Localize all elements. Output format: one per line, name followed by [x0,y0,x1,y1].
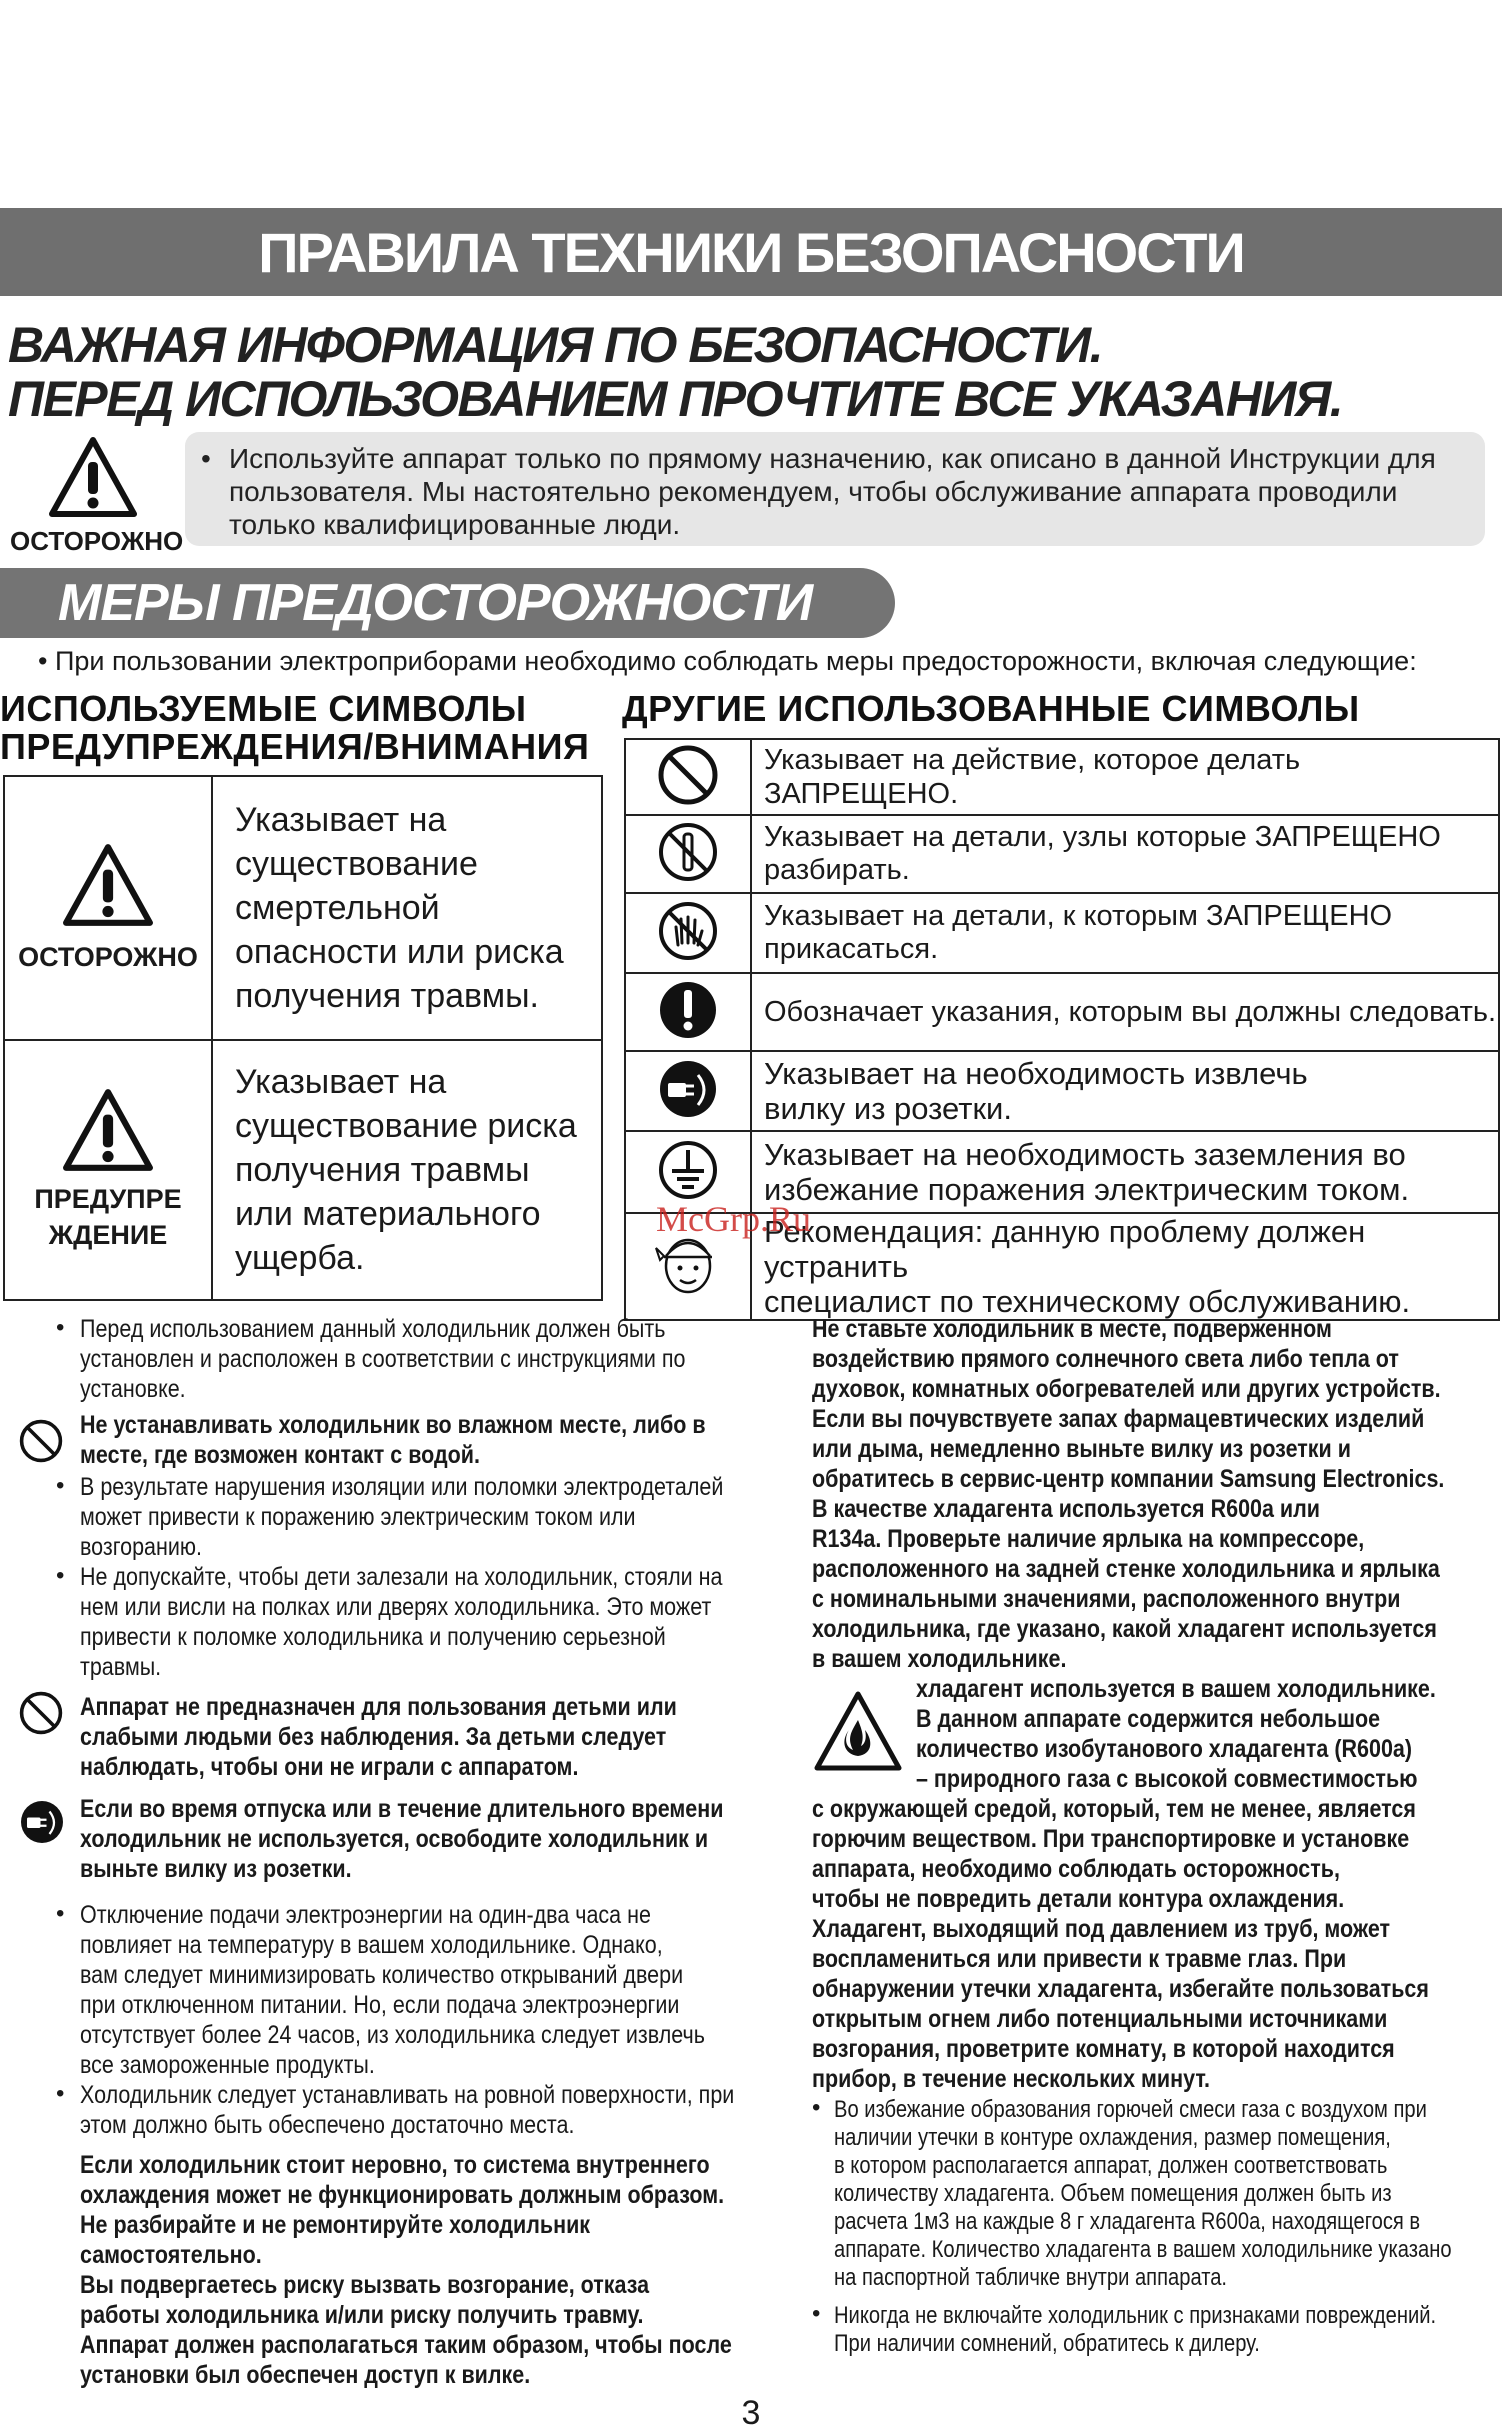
symbol-icon-cell [625,739,751,815]
text-line: Перед использованием данный холодильник должен быть [80,1315,666,1343]
precautions-intro: • При пользовании электроприборами необходимо соблюдать меры предосторожности, включая следующие: [38,646,1417,676]
desc-line: прикасаться. [764,933,939,965]
text-line: травмы. [80,1653,162,1681]
text-line: в вашем холодильнике. [812,1645,1067,1673]
text-line: Не ставьте холодильник в месте, подверженном [812,1315,1332,1343]
ground-icon [656,1138,720,1202]
desc-line: опасности или риска [235,933,564,971]
paragraph-damage [834,2302,1502,2358]
warning-note-line: Используйте аппарат только по прямому назначению, как описано в данной Инструкции для [229,443,1436,474]
bullet-dot: • [56,2080,65,2107]
desc-line: Обозначает указания, которым вы должны следовать. [764,996,1497,1028]
text-line: В качестве хладагента используется R600a или [812,1495,1321,1523]
mandatory-icon [656,978,720,1042]
text-line: Не разбирайте и не ремонтируйте холодильник [80,2211,591,2239]
text-line: отсутствует более 24 часов, из холодильника следует извлечь [80,2021,705,2049]
warning-symbols-heading-1: ИСПОЛЬЗУЕМЫЕ СИМВОЛЫ [0,688,527,729]
warning-triangle-icon [48,436,138,520]
text-line: месте, где возможен контакт с водой. [80,1441,481,1469]
text-line: аппарате. Количество хладагента в вашем холодильнике указано [834,2236,1452,2263]
desc-line: Указывает на детали, к которым ЗАПРЕЩЕНО [764,900,1393,932]
text-line: при отключенном питании. Но, если подача электроэнергии [80,1991,680,2019]
desc-line: существование риска [235,1107,577,1145]
text-line: горючим веществом. При транспортировке и установке [812,1825,1410,1853]
bullet-dot: • [56,1472,65,1499]
text-line: холодильника, где указано, какой хладагент используется [812,1615,1437,1643]
bullet-dot: • [56,1314,65,1341]
unplug-icon [18,1798,66,1846]
desc-line: специалист по техническому обслуживанию. [764,1284,1411,1319]
bullet-dot: • [56,1900,65,1927]
paragraph-refrigerant-head [916,1674,1502,1794]
warning-note-label: ОСТОРОЖНО [10,526,184,556]
text-line: Не допускайте, чтобы дети залезали на холодильник, стояли на [80,1563,723,1591]
text-line: повлияет на температуру в вашем холодильнике. Однако, [80,1931,663,1959]
bullet-dot: • [201,443,211,474]
paragraph-install [80,1314,784,1404]
flammable-icon [812,1690,904,1774]
text-line: возгорания, проветрите комнату, в которой находится [812,2035,1395,2063]
precautions-intro-text: При пользовании электроприборами необходимо соблюдать меры предосторожности, включая следующие: [54,646,1417,676]
text-line: на паспортной табличке внутри аппарата. [834,2264,1228,2291]
text-line: аппарата, необходимо соблюдать осторожность, [812,1855,1340,1883]
caution-label [5,1181,211,1253]
text-line: открытым огнем либо потенциальными источниками [812,2005,1388,2033]
paragraph-vacation [80,1794,828,1884]
text-line: с окружающей средой, который, тем не менее, является [812,1795,1416,1823]
text-line: установке. [80,1375,186,1403]
desc-line: смертельной [235,889,440,927]
caution-triangle-icon [62,1088,154,1174]
text-line: – природного газа с высокой совместимостью [916,1765,1418,1793]
paragraph-power-outage [80,1900,807,2080]
prohibited-icon [18,1418,64,1464]
desc-line: существование [235,845,478,883]
text-line: с номинальными значениями, расположенного внутри [812,1585,1401,1613]
watermark: McGrp.Ru [656,1199,811,1239]
text-line: чтобы не повредить детали контура охлаждения. [812,1885,1345,1913]
desc-line: Рекомендация: данную проблему должен устранить [764,1214,1366,1284]
text-line: наличии утечки в контуре охлаждения, размер помещения, [834,2124,1391,2151]
no-touch-icon [656,899,720,963]
desc-line: Указывает на детали, узлы которые ЗАПРЕЩЕНО [764,821,1441,853]
desc-line: Указывает на [235,801,447,839]
text-line: охлаждения может не функционировать должным образом. [80,2181,725,2209]
desc-line: Указывает на [235,1063,447,1101]
text-line: расчета 1м3 на каждые 8 г хладагента R600a, находящегося в [834,2208,1421,2235]
text-line: В результате нарушения изоляции или поломки электродеталей [80,1473,724,1501]
text-line: обнаружении утечки хладагента, избегайте пользоваться [812,1975,1429,2003]
text-line: вам следует минимизировать количество открываний двери [80,1961,684,1989]
paragraph-level-surface [80,2080,841,2140]
important-line-1: ВАЖНАЯ ИНФОРМАЦИЯ ПО БЕЗОПАСНОСТИ. [8,317,1102,373]
text-line: Вы подвергаетесь риску вызвать возгорание, отказа [80,2271,650,2299]
paragraph-children-climb [80,1562,827,1682]
paragraph-insulation [80,1472,828,1562]
page-number: 3 [741,2394,761,2432]
warning-symbols-table [3,775,603,1301]
text-line: может привести к поражению электрическим током или [80,1503,636,1531]
no-disassembly-icon [656,820,720,884]
paragraph-sunlight [812,1314,1502,1674]
paragraph-uneven-warning [80,2150,838,2390]
bullet-dot: • [812,2300,821,2327]
caution-label-line: ПРЕДУПРЕ [34,1183,182,1214]
paragraph-refrigerant [812,1794,1502,2094]
text-line: Аппарат не предназначен для пользования детьми или [80,1693,677,1721]
text-line: нем или висли на полках или дверях холодильника. Это может [80,1593,712,1621]
prohibited-icon [656,743,720,807]
symbol-icon-cell [625,1051,751,1131]
text-line: При наличии сомнений, обратитесь к дилеру. [834,2330,1260,2357]
desc-line: получения травмы. [235,977,539,1015]
desc-line: вилку из розетки. [764,1091,1012,1126]
warning-symbols-heading-2: ПРЕДУПРЕЖДЕНИЯ/ВНИМАНИЯ [0,726,590,767]
prohibited-icon [18,1690,64,1736]
page-title: ПРАВИЛА ТЕХНИКИ БЕЗОПАСНОСТИ [258,221,1244,284]
text-line: количество изобутанового хладагента (R600a) [916,1735,1413,1763]
text-line: духовок, комнатных обогревателей или других устройств. [812,1375,1441,1403]
text-line: все замороженные продукты. [80,2051,375,2079]
text-line: работы холодильника и/или риску получить травму. [80,2301,644,2329]
important-line-2: ПЕРЕД ИСПОЛЬЗОВАНИЕМ ПРОЧТИТЕ ВСЕ УКАЗАНИЯ. [8,371,1343,427]
other-symbols-heading: ДРУГИЕ ИСПОЛЬЗОВАННЫЕ СИМВОЛЫ [622,688,1360,729]
right-column [812,1310,1502,2410]
text-line: привести к поломке холодильника и получению серьезной [80,1623,666,1651]
text-line: Хладагент, выходящий под давлением из труб, может [812,1915,1391,1943]
desc-line: Указывает на действие, которое делать ЗАПРЕЩЕНО. [764,744,1301,810]
desc-line: Указывает на необходимость извлечь [764,1056,1308,1091]
symbol-description [751,1213,1499,1320]
paragraph-no-wet [80,1410,807,1470]
paragraph-children-supervision [80,1692,774,1782]
text-line: прибор, в течение нескольких минут. [812,2065,1210,2093]
warning-note-line: только квалифицированные люди. [229,509,681,540]
text-line: воспламениться или привести к травме глаз. При [812,1945,1347,1973]
text-line: в котором располагается аппарат, должен соответствовать [834,2152,1388,2179]
caution-description [212,1040,602,1300]
text-line: Отключение подачи электроэнергии на один-два часа не [80,1901,651,1929]
danger-label: ОСТОРОЖНО [18,942,198,972]
text-line: Если вы почувствуете запах фармацевтических изделий [812,1405,1425,1433]
text-line: хладагент используется в вашем холодильнике. [916,1675,1436,1703]
precautions-banner [0,568,895,638]
warning-note-line: пользователя. Мы настоятельно рекомендуем, чтобы обслуживание аппарата проводили [229,476,1398,507]
text-line: количеству хладагента. Объем помещения должен быть из [834,2180,1392,2207]
text-line: обратитесь в сервис-центр компании Samsung Electronics. [812,1465,1445,1493]
symbol-description [751,1131,1499,1213]
desc-line: разбирать. [764,854,910,886]
bullet-dot: • [56,1562,65,1589]
text-line: холодильник не используется, освободите холодильник и [80,1825,709,1853]
desc-line: ущерба. [235,1239,365,1277]
text-line: выньте вилку из розетки. [80,1855,352,1883]
desc-line: получения травмы [235,1151,530,1189]
text-line: этом должно быть обеспечено достаточно места. [80,2111,575,2139]
text-line: слабыми людьми без наблюдения. За детьми следует [80,1723,667,1751]
unplug-icon [656,1057,720,1121]
text-line: Не устанавливать холодильник во влажном месте, либо в [80,1411,706,1439]
text-line: воздействию прямого солнечного света либо тепла от [812,1345,1399,1373]
symbol-description [751,1051,1499,1131]
paragraph-room-size [834,2096,1502,2292]
desc-line: избежание поражения электрическим током. [764,1172,1410,1207]
warning-symbol-cell [4,776,212,1040]
text-line: Если во время отпуска или в течение длительного времени [80,1795,724,1823]
danger-description [212,776,602,1040]
precautions-title: МЕРЫ ПРЕДОСТОРОЖНОСТИ [58,574,813,632]
warning-note-box [185,432,1485,546]
text-line: Если холодильник стоит неровно, то система внутреннего [80,2151,710,2179]
symbol-icon-cell [625,815,751,893]
caution-label-line: ЖДЕНИЕ [48,1219,168,1250]
text-line: Во избежание образования горючей смеси газа с воздухом при [834,2096,1427,2123]
title-bar [0,208,1502,296]
text-line: самостоятельно. [80,2241,262,2269]
text-line: Никогда не включайте холодильник с признаками повреждений. [834,2302,1437,2329]
text-line: наблюдать, чтобы они не играли с аппаратом. [80,1753,579,1781]
text-line: возгоранию. [80,1533,202,1561]
symbol-description [751,739,1499,815]
text-line: В данном аппарате содержится небольшое [916,1705,1381,1733]
symbol-description [751,815,1499,893]
text-line: или дыма, немедленно выньте вилку из розетки и [812,1435,1351,1463]
left-column [0,1310,770,2400]
symbol-description [751,973,1499,1051]
symbol-icon-cell [625,973,751,1051]
danger-triangle-icon [62,843,154,929]
text-line: установлен и расположен в соответствии с инструкциями по [80,1345,686,1373]
symbol-icon-cell [625,893,751,973]
text-line: установки был обеспечен доступ к вилке. [80,2361,531,2389]
symbol-description [751,893,1499,973]
text-line: Аппарат должен располагаться таким образом, чтобы после [80,2331,732,2359]
text-line: Холодильник следует устанавливать на ровной поверхности, при [80,2081,735,2109]
text-line: расположенного на задней стенке холодильника и ярлыка [812,1555,1440,1583]
bullet-dot: • [812,2094,821,2121]
caution-symbol-cell [4,1040,212,1300]
text-line: R134a. Проверьте наличие ярлыка на компрессоре, [812,1525,1365,1553]
desc-line: Указывает на необходимость заземления во [764,1137,1406,1172]
desc-line: или материального [235,1195,541,1233]
